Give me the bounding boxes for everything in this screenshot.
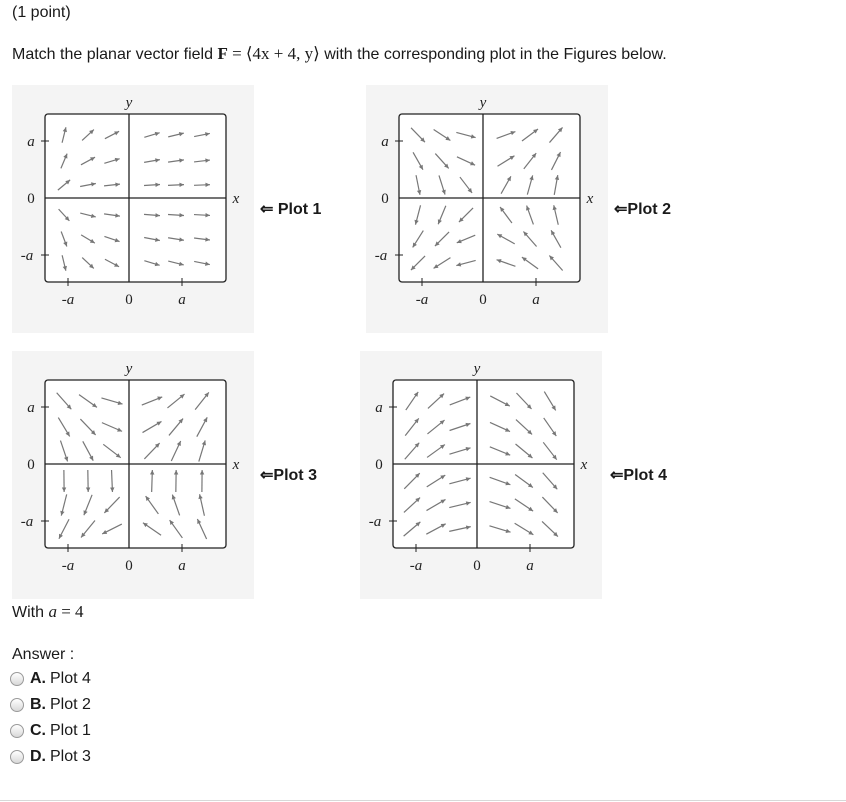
question-suffix: with the corresponding plot in the Figures below. <box>319 46 667 63</box>
option-c-letter: C. <box>30 722 46 739</box>
y-tick-label-zero: 0 <box>375 457 383 473</box>
y-axis-label: y <box>473 361 481 377</box>
plot-4-vector-field <box>360 351 602 599</box>
x-tick-label-a: a <box>526 558 534 574</box>
plot-3-label: ⇐Plot 3 <box>260 467 317 484</box>
x-axis-label: x <box>232 457 240 473</box>
plot-1-panel <box>12 85 254 333</box>
x-tick-label-zero: 0 <box>125 558 133 574</box>
with-a-text <box>12 602 84 622</box>
option-c[interactable] <box>10 722 91 740</box>
x-tick-label-a: a <box>178 292 186 308</box>
option-b-letter: B. <box>30 696 46 713</box>
with-a-prefix: With <box>12 604 49 621</box>
y-tick-label-zero: 0 <box>381 191 389 207</box>
question-text <box>12 44 667 64</box>
plot-4-panel <box>360 351 602 599</box>
field-symbol: F <box>217 44 228 63</box>
y-axis-label: y <box>479 95 487 111</box>
option-c-text: Plot 1 <box>50 722 91 739</box>
x-tick-label-neg-a: -a <box>409 558 423 574</box>
option-d[interactable] <box>10 748 91 766</box>
x-tick-label-zero: 0 <box>479 292 487 308</box>
y-axis-label: y <box>125 95 133 111</box>
option-c-radio[interactable] <box>10 724 24 738</box>
y-tick-label-zero: 0 <box>27 457 35 473</box>
plot-2-panel <box>366 85 608 333</box>
x-axis-label: x <box>586 191 594 207</box>
x-tick-label-neg-a: -a <box>61 292 75 308</box>
y-axis-label: y <box>125 361 133 377</box>
y-tick-label-a: a <box>381 134 389 150</box>
option-d-text: Plot 3 <box>50 748 91 765</box>
answer-label: Answer : <box>12 646 75 663</box>
with-a-eq: = <box>56 602 76 621</box>
plot-3-vector-field <box>12 351 254 599</box>
plot-2-label: ⇐Plot 2 <box>614 201 671 218</box>
field-equals: = <box>227 44 246 63</box>
plot-3-panel <box>12 351 254 599</box>
option-a-text: Plot 4 <box>50 670 91 687</box>
option-a[interactable] <box>10 670 91 688</box>
x-axis-label: x <box>580 457 588 473</box>
plot-1-vector-field <box>12 85 254 333</box>
y-tick-label-a: a <box>375 400 383 416</box>
x-tick-label-zero: 0 <box>125 292 133 308</box>
y-tick-label-neg-a: -a <box>20 514 34 530</box>
y-tick-label-a: a <box>27 400 35 416</box>
x-tick-label-neg-a: -a <box>415 292 429 308</box>
y-tick-label-neg-a: -a <box>368 514 382 530</box>
bottom-divider <box>0 800 846 801</box>
plot-1-label: ⇐ Plot 1 <box>260 201 322 218</box>
x-tick-label-neg-a: -a <box>61 558 75 574</box>
x-axis-label: x <box>232 191 240 207</box>
option-d-radio[interactable] <box>10 750 24 764</box>
x-tick-label-a: a <box>532 292 540 308</box>
y-tick-label-neg-a: -a <box>20 248 34 264</box>
question-prefix: Match the planar vector field <box>12 46 218 63</box>
y-tick-label-a: a <box>27 134 35 150</box>
y-tick-label-zero: 0 <box>27 191 35 207</box>
option-b[interactable] <box>10 696 91 714</box>
option-a-radio[interactable] <box>10 672 24 686</box>
option-a-letter: A. <box>30 670 46 687</box>
point-value: (1 point) <box>12 4 71 21</box>
y-tick-label-neg-a: -a <box>374 248 388 264</box>
option-d-letter: D. <box>30 748 46 765</box>
field-expression: ⟨4x + 4, y⟩ <box>245 44 320 63</box>
plot-2-vector-field <box>366 85 608 333</box>
with-a-var: a <box>48 602 57 621</box>
x-tick-label-a: a <box>178 558 186 574</box>
option-b-text: Plot 2 <box>50 696 91 713</box>
plot-4-label: ⇐Plot 4 <box>610 467 667 484</box>
option-b-radio[interactable] <box>10 698 24 712</box>
x-tick-label-zero: 0 <box>473 558 481 574</box>
with-a-value: 4 <box>75 602 84 621</box>
